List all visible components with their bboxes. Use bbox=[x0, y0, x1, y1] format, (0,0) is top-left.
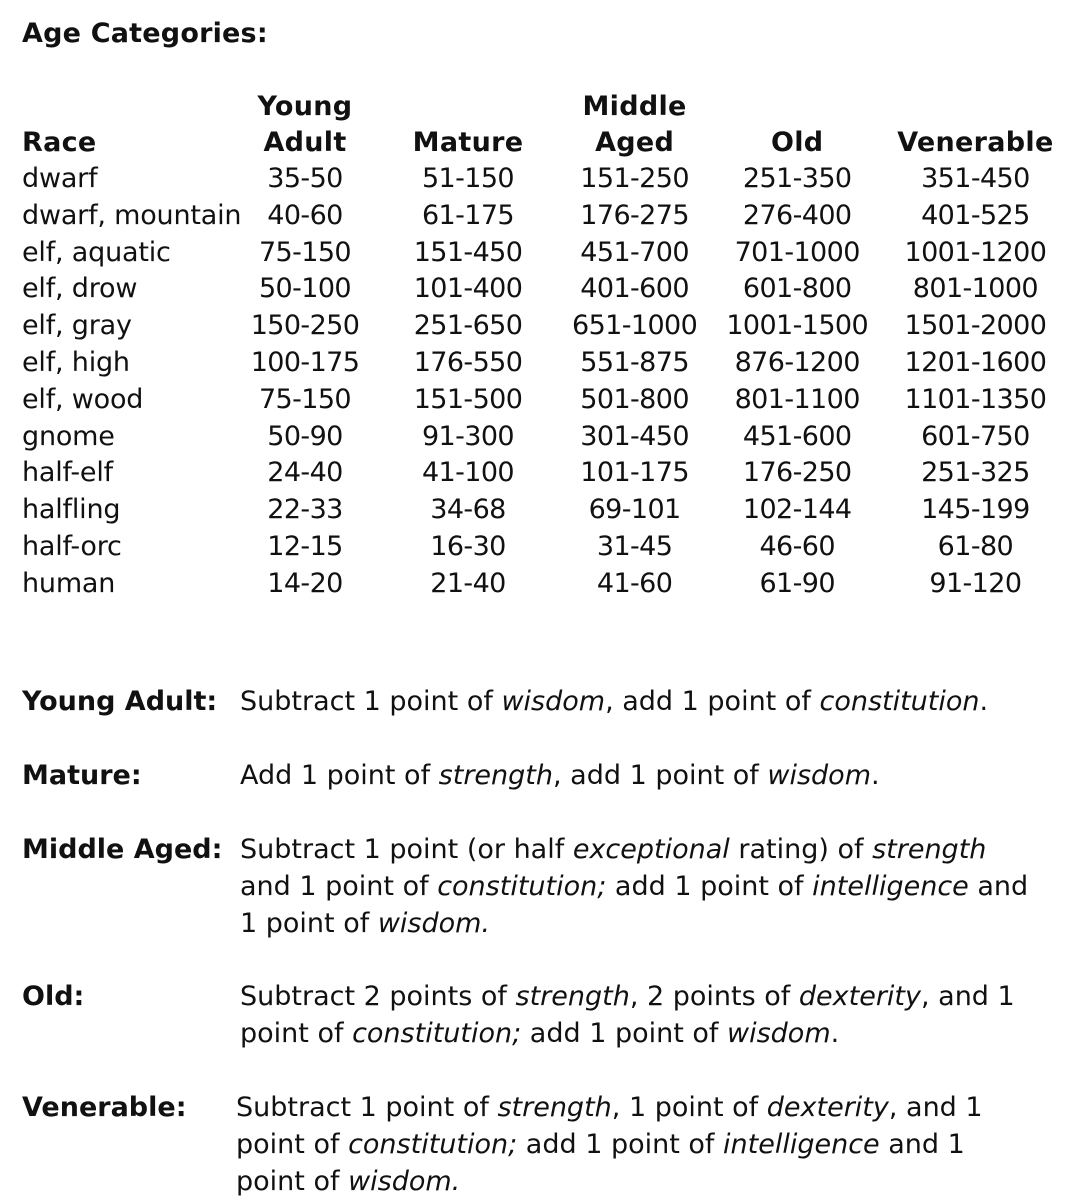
age-range-cell: 41-100 bbox=[421, 457, 515, 489]
race-cell: dwarf bbox=[22, 163, 98, 194]
age-range-cell: 51-150 bbox=[421, 163, 515, 194]
age-range-cell: 102-144 bbox=[742, 494, 852, 526]
effect-text-segment: . bbox=[871, 760, 880, 791]
effect-text-segment: wisdom. bbox=[348, 1166, 461, 1197]
header-mature: Mature bbox=[412, 127, 524, 158]
effect-text-segment: and 1 point of bbox=[240, 871, 1029, 939]
age-range-cell: 41-60 bbox=[596, 567, 673, 599]
header-old: Old bbox=[770, 127, 824, 158]
effect-text-segment: add 1 point of bbox=[606, 871, 813, 902]
table-row bbox=[18, 492, 1054, 529]
age-range-cell: 91-120 bbox=[929, 567, 1022, 599]
effect-label: Young Adult: bbox=[22, 686, 218, 717]
age-range-cell: 14-20 bbox=[267, 567, 343, 599]
effect-label: Mature: bbox=[22, 760, 142, 791]
race-cell: elf, aquatic bbox=[22, 236, 171, 268]
age-range-cell: 75-150 bbox=[258, 383, 352, 415]
table-row bbox=[18, 161, 1054, 198]
age-range-cell: 701-1000 bbox=[734, 236, 860, 268]
effect-text-segment: strength bbox=[515, 981, 630, 1012]
table-row bbox=[18, 345, 1054, 382]
age-range-cell: 176-275 bbox=[580, 199, 689, 231]
age-range-cell: 1001-1500 bbox=[726, 310, 869, 342]
effect-text-segment: add 1 point of bbox=[517, 1129, 724, 1160]
effect-text-segment: , add 1 point of bbox=[553, 760, 768, 791]
age-range-cell: 351-450 bbox=[921, 163, 1030, 194]
age-range-cell: 24-40 bbox=[267, 457, 343, 489]
age-range-cell: 601-800 bbox=[742, 273, 852, 305]
age-categories-table bbox=[18, 88, 1054, 603]
table-row bbox=[18, 235, 1054, 272]
age-range-cell: 31-45 bbox=[596, 530, 673, 562]
age-range-cell: 50-90 bbox=[267, 420, 343, 452]
effect-text-segment: constitution bbox=[819, 686, 980, 717]
age-range-cell: 1101-1350 bbox=[904, 383, 1047, 415]
table-row bbox=[18, 198, 1054, 235]
race-cell: elf, high bbox=[22, 346, 130, 378]
effect-text-segment: strength bbox=[872, 834, 987, 865]
race-cell: human bbox=[22, 567, 116, 599]
age-range-cell: 176-250 bbox=[742, 457, 852, 489]
effect-label: Middle Aged: bbox=[22, 834, 223, 865]
effect-text-segment: dexterity bbox=[766, 1092, 889, 1123]
effect-description bbox=[240, 757, 1040, 794]
age-range-cell: 601-750 bbox=[921, 420, 1030, 452]
effect-text-segment: constitution; bbox=[437, 871, 607, 902]
effect-text-segment: and 1 point of bbox=[240, 871, 438, 902]
effect-text-segment: add 1 point of bbox=[521, 1018, 728, 1049]
age-range-cell: 801-1100 bbox=[734, 383, 860, 415]
table-row bbox=[18, 455, 1054, 492]
effect-text-segment: , 1 point of bbox=[611, 1092, 767, 1123]
effect-text-segment: rating) of bbox=[729, 834, 873, 865]
table-row bbox=[18, 308, 1054, 345]
age-range-cell: 34-68 bbox=[430, 494, 506, 526]
age-range-cell: 801-1000 bbox=[912, 273, 1038, 305]
effect-label: Old: bbox=[22, 981, 85, 1012]
age-range-cell: 176-550 bbox=[413, 346, 523, 378]
effect-text-segment: Add 1 point of bbox=[240, 760, 439, 791]
age-range-cell: 1001-1200 bbox=[904, 236, 1047, 268]
age-range-cell: 251-650 bbox=[413, 310, 523, 342]
age-range-cell: 50-100 bbox=[258, 273, 352, 305]
effect-text-segment: wisdom bbox=[501, 686, 606, 717]
table-row bbox=[18, 271, 1054, 308]
effect-text-segment: strength bbox=[438, 760, 553, 791]
effect-text-segment: wisdom. bbox=[377, 908, 491, 939]
age-range-cell: 401-525 bbox=[921, 199, 1030, 231]
effect-label: Venerable: bbox=[22, 1092, 187, 1123]
header-venerable: Venerable bbox=[897, 127, 1054, 158]
effect-text-segment: and 1 point of bbox=[236, 1129, 965, 1197]
age-range-cell: 301-450 bbox=[580, 420, 689, 452]
effect-text-segment: , 2 points of bbox=[629, 981, 799, 1012]
age-range-cell: 22-33 bbox=[267, 494, 343, 526]
table-row bbox=[18, 529, 1054, 566]
age-range-cell: 21-40 bbox=[430, 567, 506, 599]
age-range-cell: 451-700 bbox=[580, 236, 689, 268]
effect-text-segment: Subtract 1 point (or half bbox=[240, 834, 573, 865]
age-range-cell: 151-250 bbox=[580, 163, 689, 194]
age-range-cell: 276-400 bbox=[742, 199, 852, 231]
effect-text-segment: , add 1 point of bbox=[605, 686, 820, 717]
header-young-adult: Young Adult bbox=[257, 91, 353, 158]
age-range-cell: 150-250 bbox=[250, 310, 360, 342]
effect-description bbox=[236, 1089, 1036, 1200]
age-range-cell: 91-300 bbox=[421, 420, 515, 452]
age-range-cell: 100-175 bbox=[250, 346, 360, 378]
race-cell: gnome bbox=[22, 420, 115, 452]
age-range-cell: 151-450 bbox=[413, 236, 523, 268]
age-range-cell: 876-1200 bbox=[734, 346, 860, 378]
age-range-cell: 101-400 bbox=[413, 273, 523, 305]
effect-description bbox=[240, 831, 1040, 942]
age-range-cell: 35-50 bbox=[267, 163, 343, 194]
effect-text-segment: strength bbox=[497, 1092, 612, 1123]
effect-text-segment: intelligence bbox=[812, 871, 969, 902]
age-range-cell: 251-325 bbox=[921, 457, 1030, 489]
table-header-row bbox=[18, 88, 1054, 161]
age-range-cell: 651-1000 bbox=[572, 310, 698, 342]
age-range-cell: 251-350 bbox=[742, 163, 852, 194]
effect-text-segment: exceptional bbox=[572, 834, 730, 865]
race-cell: elf, gray bbox=[22, 310, 132, 342]
age-range-cell: 451-600 bbox=[742, 420, 852, 452]
effect-text-segment: wisdom bbox=[727, 1018, 831, 1049]
race-cell: dwarf, mountain bbox=[22, 199, 242, 231]
age-range-cell: 501-800 bbox=[580, 383, 689, 415]
age-range-cell: 551-875 bbox=[580, 346, 689, 378]
age-range-cell: 40-60 bbox=[267, 199, 343, 231]
page-title: Age Categories: bbox=[22, 18, 268, 49]
effect-text-segment: intelligence bbox=[723, 1129, 880, 1160]
age-range-cell: 61-175 bbox=[421, 199, 515, 231]
age-range-cell: 401-600 bbox=[580, 273, 689, 305]
age-range-cell: 145-199 bbox=[921, 494, 1030, 526]
age-range-cell: 69-101 bbox=[588, 494, 681, 526]
effect-text-segment: . bbox=[979, 686, 989, 717]
race-cell: half-elf bbox=[22, 457, 113, 489]
effect-text-segment: Subtract 1 point of bbox=[236, 1092, 498, 1123]
age-range-cell: 61-80 bbox=[937, 530, 1014, 562]
age-range-cell: 101-175 bbox=[580, 457, 689, 489]
effect-text-segment: , and 1 point of bbox=[240, 981, 1015, 1049]
effect-text-segment: dexterity bbox=[798, 981, 921, 1012]
effect-text-segment: constitution; bbox=[352, 1018, 522, 1049]
effect-description bbox=[240, 683, 1040, 720]
race-cell: elf, drow bbox=[22, 273, 138, 305]
age-range-cell: 12-15 bbox=[267, 530, 343, 562]
age-range-cell: 75-150 bbox=[258, 236, 352, 268]
table-row bbox=[18, 382, 1054, 419]
effect-text-segment: constitution; bbox=[348, 1129, 518, 1160]
age-range-cell: 16-30 bbox=[430, 530, 506, 562]
race-cell: halfling bbox=[22, 494, 121, 526]
table-row bbox=[18, 419, 1054, 456]
effect-text-segment: Subtract 1 point of bbox=[240, 686, 502, 717]
race-cell: half-orc bbox=[22, 530, 122, 562]
effect-text-segment: , and 1 point of bbox=[236, 1092, 983, 1160]
age-range-cell: 61-90 bbox=[759, 567, 835, 599]
header-race: Race bbox=[22, 127, 97, 158]
age-range-cell: 1201-1600 bbox=[904, 346, 1047, 378]
age-range-cell: 1501-2000 bbox=[904, 310, 1047, 342]
effect-description bbox=[240, 978, 1040, 1052]
race-cell: elf, wood bbox=[22, 383, 144, 415]
header-middle-aged: Middle Aged bbox=[582, 91, 687, 158]
age-range-cell: 151-500 bbox=[413, 383, 523, 415]
table-row bbox=[18, 566, 1054, 603]
effect-text-segment: wisdom bbox=[767, 760, 872, 791]
age-range-cell: 46-60 bbox=[759, 530, 835, 562]
effect-text-segment: Subtract 2 points of bbox=[240, 981, 516, 1012]
effect-text-segment: . bbox=[830, 1018, 840, 1049]
